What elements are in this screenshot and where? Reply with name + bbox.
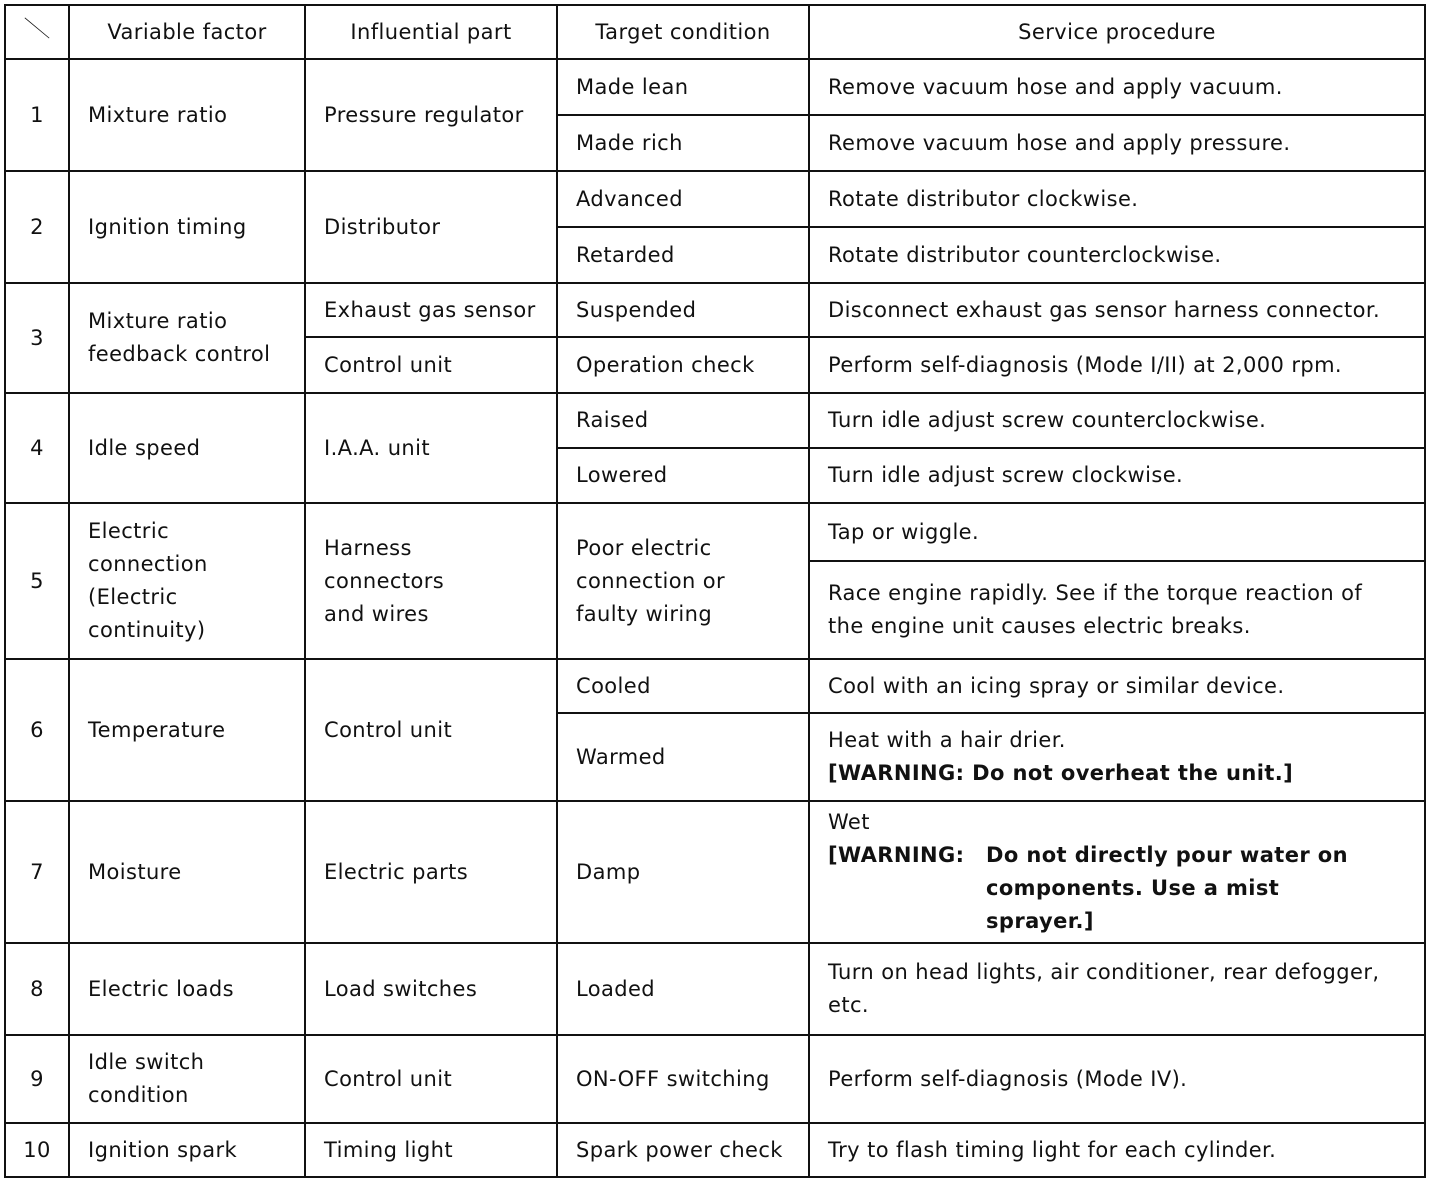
service-procedure-cell: Tap or wiggle.: [809, 503, 1425, 561]
variable-factor-cell: Idle speed: [69, 393, 305, 503]
row-number: 6: [5, 659, 69, 801]
header-variable-factor: Variable factor: [69, 5, 305, 59]
header-influential-part: Influential part: [305, 5, 557, 59]
warning-label: [WARNING:: [828, 761, 965, 785]
service-procedure-cell: Disconnect exhaust gas sensor harness connector.: [809, 283, 1425, 337]
target-condition-cell: Advanced: [557, 171, 809, 227]
service-procedure-cell: Turn on head lights, air conditioner, rear defogger, etc.: [809, 943, 1425, 1035]
corner-cell: [5, 5, 69, 59]
service-procedure-cell: Cool with an icing spray or similar device.: [809, 659, 1425, 713]
row-number: 7: [5, 801, 69, 943]
row-number: 10: [5, 1123, 69, 1177]
service-procedure-cell: Remove vacuum hose and apply pressure.: [809, 115, 1425, 171]
variable-factor-cell: Electric connection (Electric continuity): [69, 503, 305, 659]
influential-part-cell: Control unit: [305, 337, 557, 393]
table-row: [5, 1123, 1425, 1177]
influential-part-cell: Distributor: [305, 171, 557, 283]
influential-part-cell: Pressure regulator: [305, 59, 557, 171]
table-row: [5, 283, 1425, 337]
variable-factor-cell: Mixture ratio: [69, 59, 305, 171]
warning-note: [828, 757, 1406, 790]
row-number: 9: [5, 1035, 69, 1123]
table-row: [5, 1035, 1425, 1123]
target-condition-cell: Poor electric connection or faulty wiring: [557, 503, 809, 659]
variable-factor-table: [4, 4, 1426, 1178]
procedure-text: Wet: [828, 810, 870, 834]
table-row: [5, 393, 1425, 448]
target-condition-cell: Warmed: [557, 713, 809, 801]
header-service-procedure: Service procedure: [809, 5, 1425, 59]
table-row: [5, 171, 1425, 227]
variable-factor-cell: Electric loads: [69, 943, 305, 1035]
variable-factor-cell: Ignition timing: [69, 171, 305, 283]
service-procedure-cell: [809, 713, 1425, 801]
variable-factor-cell: Ignition spark: [69, 1123, 305, 1177]
target-condition-cell: Spark power check: [557, 1123, 809, 1177]
table-row: [5, 659, 1425, 713]
target-condition-cell: Made lean: [557, 59, 809, 115]
target-condition-cell: Retarded: [557, 227, 809, 283]
variable-factor-cell: Moisture: [69, 801, 305, 943]
influential-part-cell: I.A.A. unit: [305, 393, 557, 503]
influential-part-cell: Electric parts: [305, 801, 557, 943]
influential-part-cell: Control unit: [305, 1035, 557, 1123]
service-procedure-cell: Turn idle adjust screw clockwise.: [809, 448, 1425, 503]
variable-factor-cell: Mixture ratio feedback control: [69, 283, 305, 393]
row-number: 8: [5, 943, 69, 1035]
row-number: 5: [5, 503, 69, 659]
service-procedure-cell: Race engine rapidly. See if the torque reaction of the engine unit causes electric breaks.: [809, 561, 1425, 659]
target-condition-cell: ON-OFF switching: [557, 1035, 809, 1123]
influential-part-cell: Exhaust gas sensor: [305, 283, 557, 337]
row-number: 4: [5, 393, 69, 503]
procedure-text: Heat with a hair drier.: [828, 728, 1066, 752]
table-row: [5, 503, 1425, 561]
target-condition-cell: Operation check: [557, 337, 809, 393]
table-row: [5, 943, 1425, 1035]
warning-text: Do not directly pour water on components. Use a mist sprayer.]: [986, 843, 1348, 933]
service-procedure-cell: Perform self-diagnosis (Mode I/II) at 2,000 rpm.: [809, 337, 1425, 393]
influential-part-cell: Control unit: [305, 659, 557, 801]
target-condition-cell: Raised: [557, 393, 809, 448]
target-condition-cell: Cooled: [557, 659, 809, 713]
influential-part-cell: Timing light: [305, 1123, 557, 1177]
table-row: [5, 801, 1425, 943]
warning-note: [828, 839, 1406, 938]
service-procedure-cell: Rotate distributor counterclockwise.: [809, 227, 1425, 283]
target-condition-cell: Made rich: [557, 115, 809, 171]
target-condition-cell: Lowered: [557, 448, 809, 503]
target-condition-cell: Loaded: [557, 943, 809, 1035]
service-procedure-cell: Perform self-diagnosis (Mode IV).: [809, 1035, 1425, 1123]
service-procedure-cell: [809, 801, 1425, 943]
variable-factor-cell: Temperature: [69, 659, 305, 801]
influential-part-cell: Load switches: [305, 943, 557, 1035]
variable-factor-cell: Idle switch condition: [69, 1035, 305, 1123]
table-row: [5, 59, 1425, 115]
warning-text: Do not overheat the unit.]: [972, 761, 1294, 785]
row-number: 1: [5, 59, 69, 171]
service-procedure-cell: Rotate distributor clockwise.: [809, 171, 1425, 227]
service-procedure-cell: Remove vacuum hose and apply vacuum.: [809, 59, 1425, 115]
row-number: 3: [5, 283, 69, 393]
row-number: 2: [5, 171, 69, 283]
warning-label: [WARNING:: [828, 843, 965, 867]
diagonal-line-icon: [24, 17, 50, 39]
target-condition-cell: Suspended: [557, 283, 809, 337]
influential-part-cell: Harness connectors and wires: [305, 503, 557, 659]
header-row: [5, 5, 1425, 59]
service-procedure-cell: Try to flash timing light for each cylinder.: [809, 1123, 1425, 1177]
service-procedure-cell: Turn idle adjust screw counterclockwise.: [809, 393, 1425, 448]
target-condition-cell: Damp: [557, 801, 809, 943]
header-target-condition: Target condition: [557, 5, 809, 59]
